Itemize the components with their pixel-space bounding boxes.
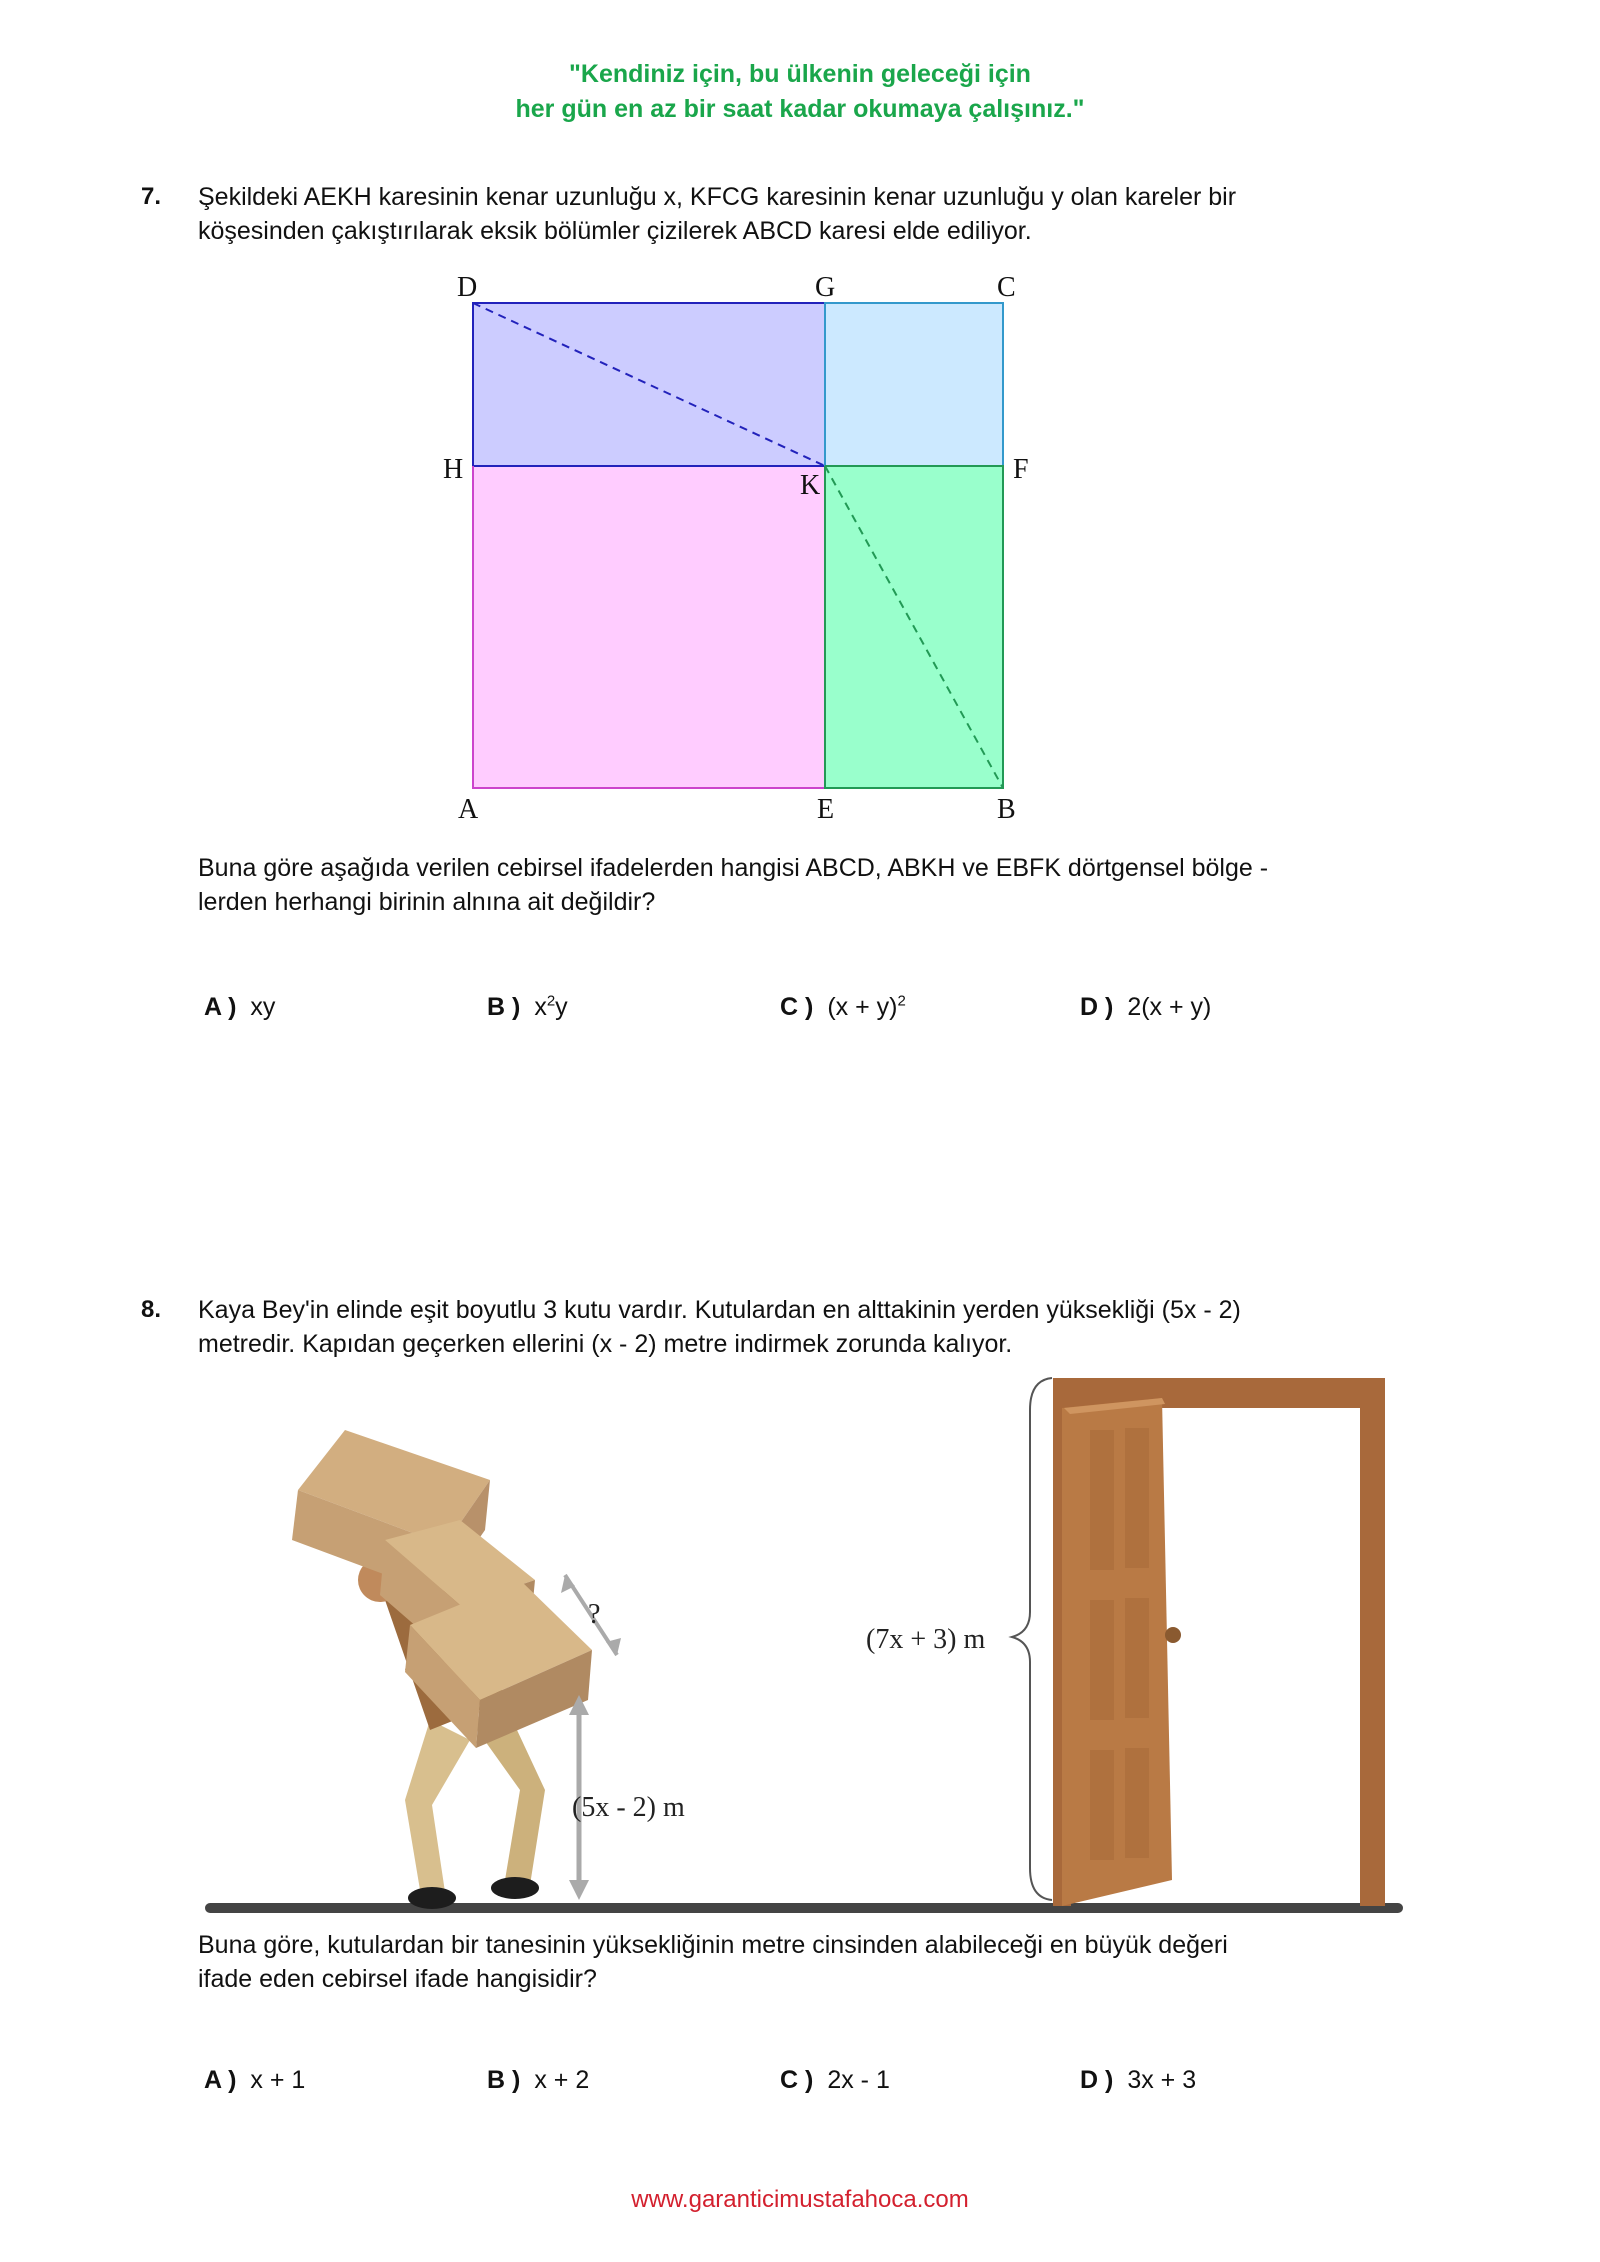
- option-value: x + 1: [250, 2066, 306, 2094]
- option-value-exponent: 2: [897, 992, 906, 1010]
- point-e: E: [817, 794, 835, 825]
- option-label: D ): [1080, 993, 1114, 1021]
- option-label: B ): [487, 2066, 521, 2094]
- q8-option-c[interactable]: [780, 2066, 890, 2095]
- q8-option-b[interactable]: [487, 2066, 589, 2095]
- q8-option-d[interactable]: [1080, 2066, 1196, 2095]
- q8-option-a[interactable]: [204, 2066, 305, 2095]
- option-label: D ): [1080, 2066, 1114, 2094]
- option-value-base: x: [534, 993, 547, 1021]
- point-h: H: [443, 454, 464, 485]
- door-height-label: (7x + 3) m: [866, 1624, 986, 1655]
- option-value: 2(x + y): [1127, 993, 1212, 1021]
- point-c: C: [997, 272, 1016, 303]
- q8-text-line-1: Kaya Bey'in elinde eşit boyutlu 3 kutu vardır. Kutulardan en alttakinin yerden yüksekliği (5x - 2): [198, 1296, 1241, 1324]
- option-label: A ): [204, 993, 237, 1021]
- q8-text-line-2: metredir. Kapıdan geçerken ellerini (x - 2) metre indirmek zorunda kalıyor.: [198, 1330, 1013, 1358]
- option-label: C ): [780, 2066, 814, 2094]
- q7-text-line-2: köşesinden çakıştırılarak eksik bölümler çizilerek ABCD karesi elde ediliyor.: [198, 217, 1032, 245]
- point-g: G: [815, 272, 836, 303]
- option-value: 3x + 3: [1127, 2066, 1197, 2094]
- q7-option-b[interactable]: [487, 993, 568, 1022]
- q8-question-line-1: Buna göre, kutulardan bir tanesinin yüksekliğinin metre cinsinden alabileceği en büyük değeri: [198, 1931, 1228, 1959]
- footer-website-link[interactable]: www.garanticimustafahoca.com: [631, 2186, 969, 2213]
- q7-question-line-2: lerden herhangi birinin alnına ait değildir?: [198, 888, 656, 916]
- option-value: x + 2: [534, 2066, 590, 2094]
- point-d: D: [457, 272, 478, 303]
- q7-option-c[interactable]: [780, 993, 906, 1022]
- q7-question-line-1: Buna göre aşağıda verilen cebirsel ifadelerden hangisi ABCD, ABKH ve EBFK dörtgensel bölge -: [198, 854, 1269, 882]
- box-bottom-height-label: (5x - 2) m: [572, 1792, 685, 1823]
- region-hkea: [473, 466, 825, 788]
- q8-number: 8.: [141, 1296, 162, 1323]
- q7-number: 7.: [141, 183, 162, 210]
- region-gcfk: [825, 303, 1003, 466]
- option-value: 2x - 1: [827, 2066, 890, 2094]
- point-k: K: [800, 470, 821, 501]
- point-b: B: [997, 794, 1016, 825]
- option-value-rest: y: [555, 993, 568, 1021]
- motto-line-2: her gün en az bir saat kadar okumaya çalışınız.": [515, 95, 1085, 123]
- man-carrying-boxes-illustration: [292, 1430, 592, 1909]
- q7-square-figure: [443, 272, 1029, 825]
- option-value-exponent: 2: [546, 992, 556, 1010]
- q7-option-d[interactable]: [1080, 993, 1211, 1022]
- q7-text-line-1: Şekildeki AEKH karesinin kenar uzunluğu x, KFCG karesinin kenar uzunluğu y olan kareler bir: [198, 183, 1237, 211]
- door-height-brace: [1012, 1378, 1052, 1900]
- option-label: C ): [780, 993, 814, 1021]
- option-label: A ): [204, 2066, 237, 2094]
- question-mark-label: ?: [588, 1599, 601, 1630]
- point-a: A: [458, 794, 479, 825]
- option-value: xy: [250, 993, 276, 1021]
- q8-question-line-2: ifade eden cebirsel ifade hangisidir?: [198, 1965, 597, 1993]
- option-value-base: (x + y): [827, 993, 898, 1021]
- door-illustration: [1053, 1378, 1385, 1906]
- point-f: F: [1013, 454, 1029, 485]
- q8-scene: [210, 1378, 1398, 1909]
- q7-option-a[interactable]: [204, 993, 275, 1022]
- option-label: B ): [487, 993, 521, 1021]
- motto-line-1: "Kendiniz için, bu ülkenin geleceği için: [569, 60, 1031, 88]
